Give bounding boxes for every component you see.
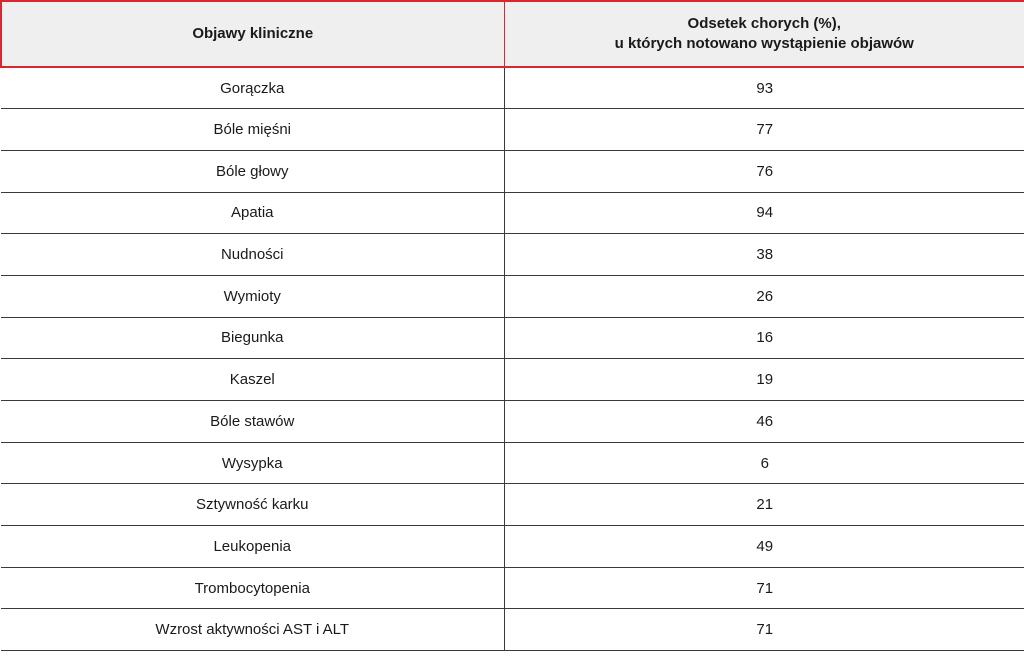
percent-cell: 19 <box>504 359 1024 401</box>
symptom-cell: Bóle mięśni <box>1 109 504 151</box>
symptom-cell: Kaszel <box>1 359 504 401</box>
percent-cell: 16 <box>504 317 1024 359</box>
symptom-cell: Sztywność karku <box>1 484 504 526</box>
percent-cell: 77 <box>504 109 1024 151</box>
percent-cell: 71 <box>504 567 1024 609</box>
header-percent-line1: Odsetek chorych (%), <box>687 15 841 32</box>
table-row <box>1 192 1024 234</box>
symptom-cell: Bóle głowy <box>1 150 504 192</box>
symptom-cell: Wzrost aktywności AST i ALT <box>1 609 504 651</box>
table-row <box>1 484 1024 526</box>
symptom-cell: Biegunka <box>1 317 504 359</box>
table-header <box>1 1 1024 67</box>
percent-cell: 49 <box>504 526 1024 568</box>
symptom-cell: Gorączka <box>1 67 504 109</box>
header-row <box>1 1 1024 67</box>
table-row <box>1 567 1024 609</box>
percent-cell: 93 <box>504 67 1024 109</box>
symptom-cell: Leukopenia <box>1 526 504 568</box>
table-row <box>1 317 1024 359</box>
symptom-cell: Bóle stawów <box>1 401 504 443</box>
table-row <box>1 526 1024 568</box>
table-row <box>1 609 1024 651</box>
table-row <box>1 234 1024 276</box>
table-body <box>1 67 1024 651</box>
percent-cell: 46 <box>504 401 1024 443</box>
header-percent <box>504 1 1024 67</box>
percent-cell: 94 <box>504 192 1024 234</box>
table-row <box>1 67 1024 109</box>
percent-cell: 26 <box>504 275 1024 317</box>
table-row <box>1 401 1024 443</box>
table-row <box>1 359 1024 401</box>
table-row <box>1 442 1024 484</box>
percent-cell: 21 <box>504 484 1024 526</box>
symptom-cell: Wymioty <box>1 275 504 317</box>
percent-cell: 71 <box>504 609 1024 651</box>
percent-cell: 76 <box>504 150 1024 192</box>
symptom-cell: Nudności <box>1 234 504 276</box>
table-row <box>1 150 1024 192</box>
percent-cell: 38 <box>504 234 1024 276</box>
symptom-cell: Apatia <box>1 192 504 234</box>
symptom-cell: Wysypka <box>1 442 504 484</box>
table-row <box>1 109 1024 151</box>
header-percent-line2: u których notowano wystąpienie objawów <box>614 35 914 52</box>
percent-cell: 6 <box>504 442 1024 484</box>
symptom-cell: Trombocytopenia <box>1 567 504 609</box>
table-row <box>1 275 1024 317</box>
header-symptoms: Objawy kliniczne <box>1 1 504 67</box>
